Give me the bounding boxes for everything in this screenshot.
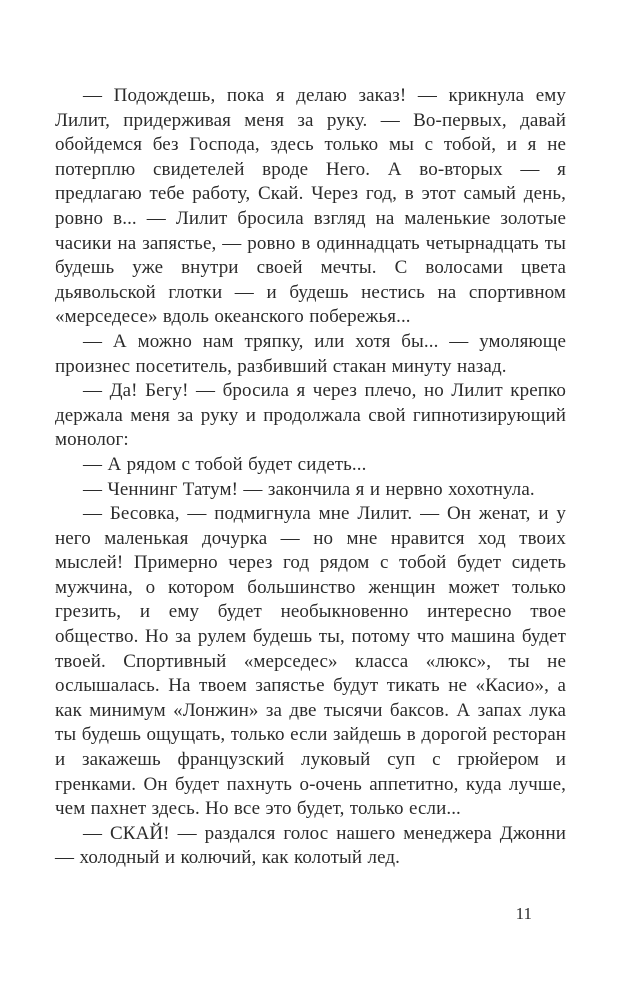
text-block xyxy=(55,84,566,871)
paragraph: — А можно нам тряпку, или хотя бы... — умоляюще произнес посетитель, разбивший стакан минуту назад. xyxy=(55,330,566,377)
paragraph: — Да! Бегу! — бросила я через плечо, но Лилит крепко держала меня за руку и продолжала свой гипнотизирующий монолог: xyxy=(55,380,566,451)
page-number: 11 xyxy=(515,904,532,923)
paragraph: — Ченнинг Татум! — закончила я и нервно хохотнула. xyxy=(83,478,535,500)
paragraph: — СКАЙ! — раздался голос нашего менеджера Джонни — холодный и колючий, как колотый лед. xyxy=(55,822,566,869)
paragraph: — Подождешь, пока я делаю заказ! — крикнула ему Лилит, придерживая меня за руку. — Во-первых, давай обойдемся без Господа, здесь только мы с тобой, и я не потерплю свидетелей вроде Него. А во-вторых — я предлагаю тебе работу, Скай. Через год, в этот самый день, ровно в... — Лилит бросила взгляд на маленькие золотые часики на запястье, — ровно в одиннадцать четырнадцать ты будешь уже внутри своей мечты. С волосами цвета дьявольской глотки — и будешь нестись на спортивном «мерседесе» вдоль океанского побережья... xyxy=(55,85,566,328)
paragraph: — А рядом с тобой будет сидеть... xyxy=(83,453,367,475)
paragraph: — Бесовка, — подмигнула мне Лилит. — Он женат, и у него маленькая дочурка — но мне нравится ход твоих мыслей! Примерно через год рядом с тобой будет сидеть мужчина, о котором большинство женщин может только грезить, и ему будет необыкновенно интересно твое общество. Но за рулем будешь ты, потому что машина будет твоей. Спортивный «мерседес» класса «люкс», ты не ослышалась. На твоем запястье будут тикать не «Касио», а как минимум «Лонжин» за две тысячи баксов. А запах лука ты будешь ощущать, только если зайдешь в дорогой ресторан и закажешь французский луковый суп с грюйером и гренками. Он будет пахнуть о-очень аппетитно, куда лучше, чем пахнет здесь. Но все это будет, только если... xyxy=(55,503,566,820)
